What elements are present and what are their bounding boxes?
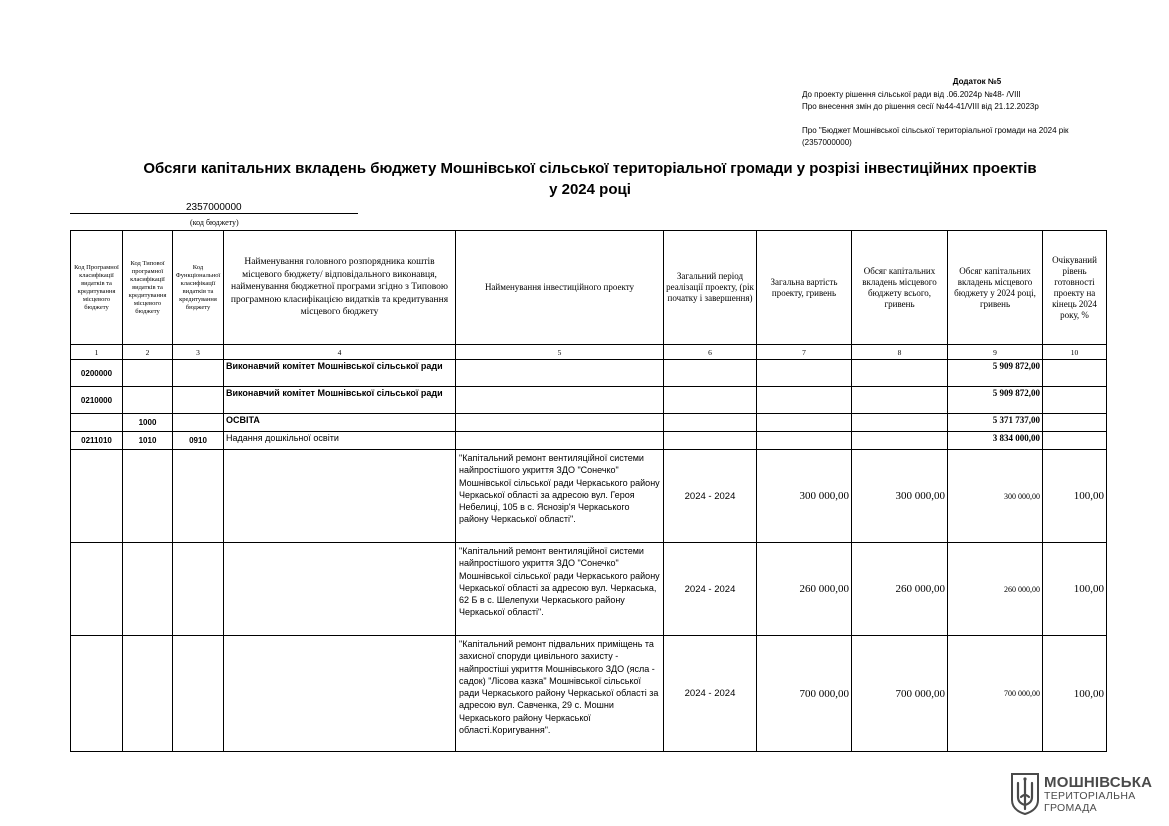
logo-line-2: ТЕРИТОРІАЛЬНА — [1044, 790, 1136, 802]
empty-cell — [1043, 414, 1107, 432]
annex-line-3: Про "Бюджет Мошнівської сільської територіальної громади на 2024 рік — [802, 125, 1069, 135]
empty-cell — [123, 636, 173, 752]
empty-cell — [224, 543, 456, 636]
program-code: 0210000 — [71, 387, 123, 414]
budget-code-caption: (код бюджету) — [190, 218, 239, 227]
col-number: 6 — [664, 345, 757, 360]
empty-cell — [123, 450, 173, 543]
empty-cell — [456, 414, 664, 432]
empty-cell — [852, 414, 948, 432]
empty-cell — [757, 387, 852, 414]
functional-code — [173, 414, 224, 432]
table-row — [71, 432, 1107, 450]
col-number: 2 — [123, 345, 173, 360]
header-functional-code: Код Функціональної класифікації видатків та кредитування бюджету — [173, 231, 224, 345]
col-number: 8 — [852, 345, 948, 360]
project-period: 2024 - 2024 — [664, 543, 757, 636]
project-period: 2024 - 2024 — [664, 450, 757, 543]
header-project-name: Найменування інвестиційного проекту — [456, 231, 664, 345]
empty-cell — [123, 543, 173, 636]
project-description: "Капітальний ремонт підвальних приміщень та захисної споруди цивільного захисту - найпростіші укриття Мошнівського ЗДО (ясла - садок) "Лісова казка" Мошнівської сільської ради Черкаського району Черкаської області за адресою вул. Савченка, 29 с. Мошни Черкаського району Черкаської області.Коригування". — [456, 636, 664, 752]
table-row — [71, 414, 1107, 432]
budget-code: 2357000000 — [186, 202, 242, 213]
col-number: 4 — [224, 345, 456, 360]
functional-code — [173, 360, 224, 387]
project-readiness: 100,00 — [1043, 543, 1107, 636]
empty-cell — [224, 450, 456, 543]
row-sum-2024: 5 909 872,00 — [948, 360, 1043, 387]
empty-cell — [757, 360, 852, 387]
empty-cell — [173, 450, 224, 543]
document-title-line-1: Обсяги капітальних вкладень бюджету Мошнівської сільської територіальної громади у розрізі інвестиційних проектів — [143, 160, 1037, 177]
row-name: ОСВІТА — [224, 414, 456, 432]
typical-code: 1000 — [123, 414, 173, 432]
empty-cell — [71, 450, 123, 543]
budget-code-underline — [70, 213, 358, 214]
empty-cell — [664, 414, 757, 432]
functional-code — [173, 387, 224, 414]
project-total-cost: 260 000,00 — [757, 543, 852, 636]
program-code — [71, 414, 123, 432]
empty-cell — [456, 387, 664, 414]
document-title — [60, 158, 1120, 200]
typical-code — [123, 387, 173, 414]
empty-cell — [757, 414, 852, 432]
empty-cell — [852, 360, 948, 387]
row-name: Виконавчий комітет Мошнівської сільської ради — [224, 387, 456, 414]
col-number: 5 — [456, 345, 664, 360]
empty-cell — [664, 360, 757, 387]
empty-cell — [71, 543, 123, 636]
table-row — [71, 360, 1107, 387]
project-readiness: 100,00 — [1043, 636, 1107, 752]
logo-line-3: ГРОМАДА — [1044, 802, 1097, 814]
empty-cell — [1043, 432, 1107, 450]
document-title-line-2: у 2024 році — [549, 181, 631, 198]
project-capital-2024: 260 000,00 — [948, 543, 1043, 636]
header-capital-2024: Обсяг капітальних вкладень місцевого бюджету у 2024 році, гривень — [948, 231, 1043, 345]
project-period: 2024 - 2024 — [664, 636, 757, 752]
empty-cell — [664, 432, 757, 450]
row-sum-2024: 5 909 872,00 — [948, 387, 1043, 414]
project-description: "Капітальний ремонт вентиляційної системи найпростішого укриття ЗДО "Сонечко" Мошнівської сільської ради Черкаського району Черкаської області за адресою вул. Черкаська, 62 Б в с. Шелепухи Черкаського району Черкаської області". — [456, 543, 664, 636]
logo-line-1: МОШНІВСЬКА — [1044, 774, 1153, 791]
program-code: 0200000 — [71, 360, 123, 387]
functional-code: 0910 — [173, 432, 224, 450]
project-capital-2024: 700 000,00 — [948, 636, 1043, 752]
column-numbers-row — [71, 345, 1107, 360]
header-capital-total: Обсяг капітальних вкладень місцевого бюджету всього, гривень — [852, 231, 948, 345]
row-sum-2024: 3 834 000,00 — [948, 432, 1043, 450]
empty-cell — [224, 636, 456, 752]
project-row — [71, 636, 1107, 752]
empty-cell — [757, 432, 852, 450]
table-row — [71, 387, 1107, 414]
project-total-cost: 300 000,00 — [757, 450, 852, 543]
project-capital-total: 700 000,00 — [852, 636, 948, 752]
annex-line-1: До проекту рішення сільської ради від .06.2024р №48- /VIII — [802, 89, 1021, 99]
project-capital-total: 260 000,00 — [852, 543, 948, 636]
program-code: 0211010 — [71, 432, 123, 450]
empty-cell — [456, 432, 664, 450]
typical-code: 1010 — [123, 432, 173, 450]
empty-cell — [852, 387, 948, 414]
col-number: 1 — [71, 345, 123, 360]
header-readiness: Очікуваний рівень готовності проекту на кінець 2024 року, % — [1043, 231, 1107, 345]
col-number: 9 — [948, 345, 1043, 360]
typical-code — [123, 360, 173, 387]
empty-cell — [71, 636, 123, 752]
header-manager-name: Найменування головного розпорядника коштів місцевого бюджету/ відповідального виконавця, найменування бюджетної програми згідно з Типовою програмною класифікацією видатків та кредитування місцевого бюджету — [224, 231, 456, 345]
project-row — [71, 543, 1107, 636]
project-row — [71, 450, 1107, 543]
empty-cell — [173, 543, 224, 636]
col-number: 3 — [173, 345, 224, 360]
col-number: 7 — [757, 345, 852, 360]
row-sum-2024: 5 371 737,00 — [948, 414, 1043, 432]
annex-title: Додаток №5 — [952, 77, 1002, 86]
community-logo — [1010, 773, 1160, 817]
table-header-row — [71, 231, 1107, 345]
col-number: 10 — [1043, 345, 1107, 360]
header-typical-program-code: Код Типової програмної класифікації видатків та кредитування місцевого бюджету — [123, 231, 173, 345]
row-name: Виконавчий комітет Мошнівської сільської ради — [224, 360, 456, 387]
row-name: Надання дошкільної освіти — [224, 432, 456, 450]
project-total-cost: 700 000,00 — [757, 636, 852, 752]
project-capital-total: 300 000,00 — [852, 450, 948, 543]
empty-cell — [1043, 387, 1107, 414]
header-total-cost: Загальна вартість проекту, гривень — [757, 231, 852, 345]
project-readiness: 100,00 — [1043, 450, 1107, 543]
investment-projects-table — [70, 230, 1107, 752]
empty-cell — [852, 432, 948, 450]
project-description: "Капітальний ремонт вентиляційної системи найпростішого укриття ЗДО "Сонечко" Мошнівської сільської ради Черкаського району Черкаської області за адресою вул. Героя Небелиці, 105 в с. Яснозір'я Черкаського району Черкаської області". — [456, 450, 664, 543]
project-capital-2024: 300 000,00 — [948, 450, 1043, 543]
annex-line-4: (2357000000) — [802, 138, 852, 147]
header-period: Загальний період реалізації проекту, (рік початку і завершення) — [664, 231, 757, 345]
empty-cell — [1043, 360, 1107, 387]
trident-coat-of-arms-icon — [1010, 773, 1040, 815]
annex-line-2: Про внесення змін до рішення сесії №44-41/VIII від 21.12.2023р — [802, 102, 1039, 111]
empty-cell — [664, 387, 757, 414]
empty-cell — [456, 360, 664, 387]
annex-header — [802, 76, 1142, 150]
empty-cell — [173, 636, 224, 752]
header-program-code: Код Програмної класифікації видатків та кредитування місцевого бюджету — [71, 231, 123, 345]
